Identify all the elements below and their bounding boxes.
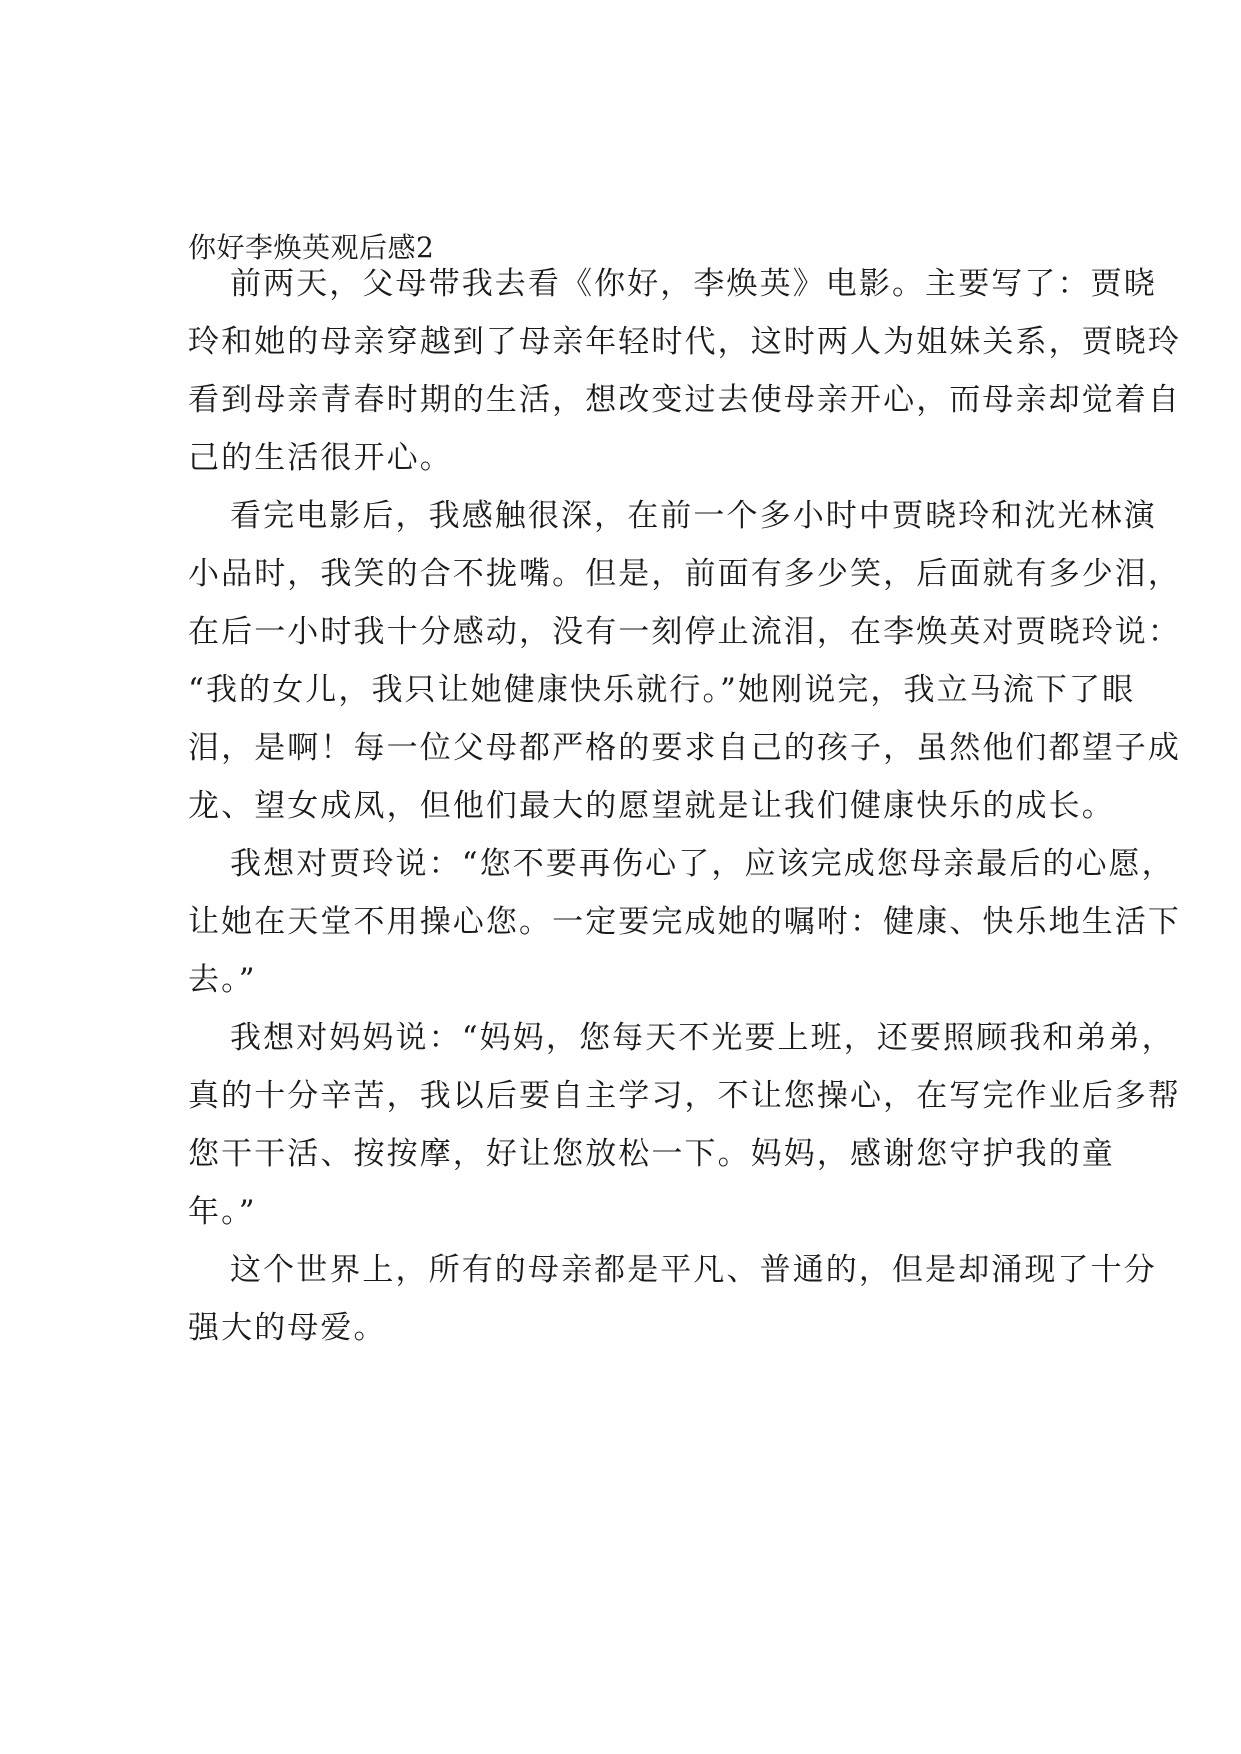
paragraph-2-line-1: 看完电影后，我感触很深，在前一个多小时中贾晓玲和沈光林演: [230, 498, 1157, 534]
paragraph-4-line-4: 年。”: [188, 1194, 257, 1230]
paragraph-4-line-3: 您干干活、按按摩，好让您放松一下。妈妈，感谢您守护我的童: [188, 1136, 1115, 1172]
paragraph-5-line-2: 强大的母爱。: [188, 1310, 387, 1346]
paragraph-2-line-4: “我的女儿，我只让她健康快乐就行。”她刚说完，我立马流下了眼: [188, 672, 1136, 708]
paragraph-2-line-6: 龙、望女成凤，但他们最大的愿望就是让我们健康快乐的成长。: [188, 788, 1115, 824]
paragraph-1-line-1: 前两天，父母带我去看《你好，李焕英》电影。主要写了：贾晓: [230, 266, 1157, 302]
paragraph-2-line-2: 小品时，我笑的合不拢嘴。但是，前面有多少笑，后面就有多少泪，: [188, 556, 1181, 592]
document-title: 你好李焕英观后感2: [188, 231, 435, 264]
paragraph-5-line-1: 这个世界上，所有的母亲都是平凡、普通的，但是却涌现了十分: [230, 1252, 1157, 1288]
paragraph-3-line-2: 让她在天堂不用操心您。一定要完成她的嘱咐：健康、快乐地生活下: [188, 904, 1181, 940]
paragraph-1-line-3: 看到母亲青春时期的生活，想改变过去使母亲开心，而母亲却觉着自: [188, 382, 1181, 418]
paragraph-4-line-2: 真的十分辛苦，我以后要自主学习，不让您操心，在写完作业后多帮: [188, 1078, 1181, 1114]
paragraph-2-line-3: 在后一小时我十分感动，没有一刻停止流泪，在李焕英对贾晓玲说：: [188, 614, 1181, 650]
paragraph-4-line-1: 我想对妈妈说：“妈妈，您每天不光要上班，还要照顾我和弟弟，: [230, 1020, 1175, 1056]
paragraph-3-line-3: 去。”: [188, 962, 257, 998]
paragraph-2-line-5: 泪，是啊！每一位父母都严格的要求自己的孩子，虽然他们都望子成: [188, 730, 1181, 766]
paragraph-1-line-4: 己的生活很开心。: [188, 440, 453, 476]
paragraph-1-line-2: 玲和她的母亲穿越到了母亲年轻时代，这时两人为姐妹关系，贾晓玲: [188, 324, 1181, 360]
paragraph-3-line-1: 我想对贾玲说：“您不要再伤心了，应该完成您母亲最后的心愿，: [230, 846, 1175, 882]
